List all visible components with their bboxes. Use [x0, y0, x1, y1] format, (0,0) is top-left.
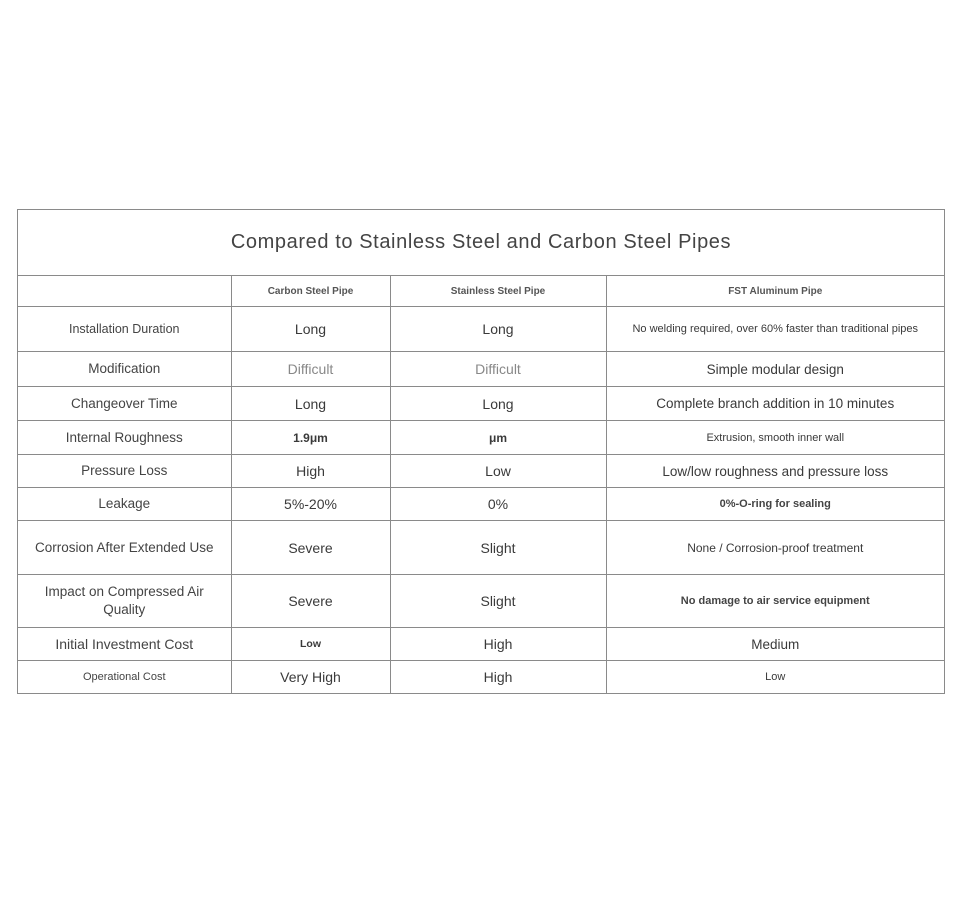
table-row — [18, 488, 944, 521]
carbon-cell: High — [231, 455, 390, 488]
row-label: Modification — [18, 352, 231, 387]
carbon-cell: 1.9μm — [231, 421, 390, 455]
row-label: Installation Duration — [18, 307, 231, 352]
table-row — [18, 455, 944, 488]
header-row — [18, 276, 944, 307]
table-row — [18, 421, 944, 455]
row-label: Internal Roughness — [18, 421, 231, 455]
carbon-cell: Severe — [231, 521, 390, 575]
stainless-cell: Low — [390, 455, 606, 488]
carbon-cell: Very High — [231, 661, 390, 694]
stainless-cell: μm — [390, 421, 606, 455]
table-row — [18, 575, 944, 628]
fst-cell: Low — [606, 661, 944, 694]
table-row — [18, 628, 944, 661]
stainless-cell: Slight — [390, 575, 606, 628]
stainless-cell: Long — [390, 307, 606, 352]
fst-cell: No welding required, over 60% faster than traditional pipes — [606, 307, 944, 352]
row-label: Changeover Time — [18, 387, 231, 421]
page-title: Compared to Stainless Steel and Carbon Steel Pipes — [18, 210, 944, 276]
fst-cell: None / Corrosion-proof treatment — [606, 521, 944, 575]
fst-cell: Simple modular design — [606, 352, 944, 387]
table-row — [18, 387, 944, 421]
stainless-cell: Long — [390, 387, 606, 421]
fst-cell: Low/low roughness and pressure loss — [606, 455, 944, 488]
column-header-stainless-steel: Stainless Steel Pipe — [390, 276, 606, 307]
fst-cell: Complete branch addition in 10 minutes — [606, 387, 944, 421]
carbon-cell: Difficult — [231, 352, 390, 387]
table-row — [18, 661, 944, 694]
table-row — [18, 521, 944, 575]
column-header-carbon-steel: Carbon Steel Pipe — [231, 276, 390, 307]
row-label: Initial Investment Cost — [18, 628, 231, 661]
comparison-sheet — [17, 209, 945, 694]
comparison-table — [18, 276, 944, 694]
fst-cell: Medium — [606, 628, 944, 661]
carbon-cell: Severe — [231, 575, 390, 628]
row-label: Operational Cost — [18, 661, 231, 694]
column-header-fst-aluminum: FST Aluminum Pipe — [606, 276, 944, 307]
stainless-cell: Difficult — [390, 352, 606, 387]
stainless-cell: 0% — [390, 488, 606, 521]
fst-cell: 0%-O-ring for sealing — [606, 488, 944, 521]
fst-cell: No damage to air service equipment — [606, 575, 944, 628]
table-row — [18, 307, 944, 352]
carbon-cell: 5%-20% — [231, 488, 390, 521]
carbon-cell: Long — [231, 387, 390, 421]
row-label: Leakage — [18, 488, 231, 521]
carbon-cell: Long — [231, 307, 390, 352]
carbon-cell: Low — [231, 628, 390, 661]
row-label: Pressure Loss — [18, 455, 231, 488]
table-row — [18, 352, 944, 387]
column-header-feature — [18, 276, 231, 307]
fst-cell: Extrusion, smooth inner wall — [606, 421, 944, 455]
stainless-cell: High — [390, 661, 606, 694]
stainless-cell: High — [390, 628, 606, 661]
stainless-cell: Slight — [390, 521, 606, 575]
row-label: Corrosion After Extended Use — [18, 521, 231, 575]
row-label: Impact on Compressed Air Quality — [18, 575, 231, 628]
